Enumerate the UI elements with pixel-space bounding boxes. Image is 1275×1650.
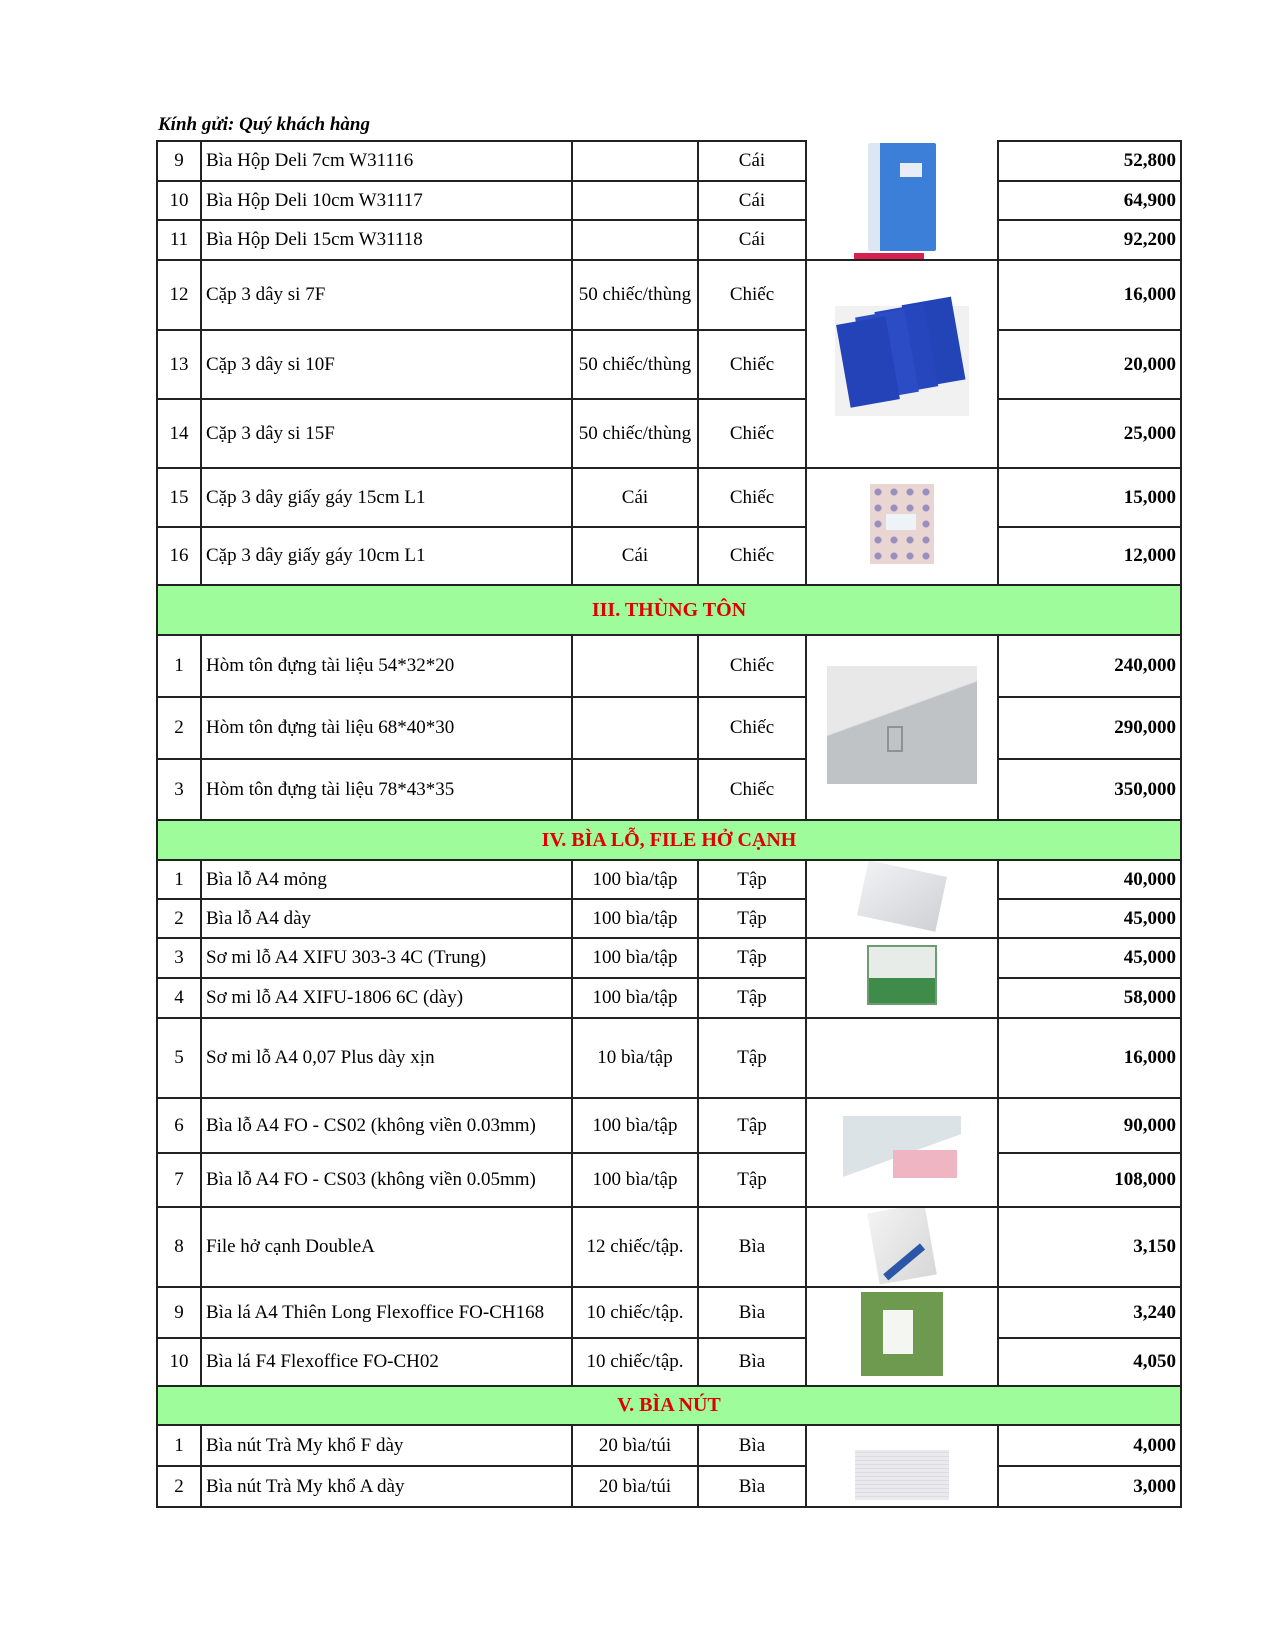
product-price: 45,000 [998, 938, 1181, 978]
product-name: Cặp 3 dây si 15F [201, 399, 572, 468]
product-name: Bìa nút Trà My khổ A dày [201, 1466, 572, 1507]
product-spec [572, 697, 698, 759]
product-spec [572, 635, 698, 697]
table-row [157, 468, 1181, 527]
row-number: 1 [157, 635, 201, 697]
product-name: Hòm tôn đựng tài liệu 68*40*30 [201, 697, 572, 759]
table-row [157, 978, 1181, 1018]
row-number: 2 [157, 899, 201, 938]
table-row [157, 1425, 1181, 1466]
product-price: 20,000 [998, 330, 1181, 399]
product-unit: Bìa [698, 1207, 806, 1287]
product-unit: Tập [698, 1153, 806, 1207]
product-spec: 12 chiếc/tập. [572, 1207, 698, 1287]
product-unit: Tập [698, 1018, 806, 1098]
product-unit: Cái [698, 181, 806, 220]
section-title: V. BÌA NÚT [157, 1386, 1181, 1425]
row-number: 8 [157, 1207, 201, 1287]
product-unit: Chiếc [698, 399, 806, 468]
table-row [157, 1098, 1181, 1153]
row-number: 13 [157, 330, 201, 399]
product-unit: Bìa [698, 1338, 806, 1386]
product-image-cell [806, 260, 998, 468]
row-number: 15 [157, 468, 201, 527]
product-price: 350,000 [998, 759, 1181, 820]
product-spec [572, 220, 698, 260]
row-number: 2 [157, 1466, 201, 1507]
row-number: 6 [157, 1098, 201, 1153]
row-number: 1 [157, 1425, 201, 1466]
product-spec: 100 bìa/tập [572, 978, 698, 1018]
product-spec: Cái [572, 527, 698, 585]
table-row [157, 1207, 1181, 1287]
product-name: Bìa lỗ A4 FO - CS03 (không viền 0.05mm) [201, 1153, 572, 1207]
product-price: 3,240 [998, 1287, 1181, 1338]
product-image-cell [806, 1018, 998, 1098]
product-unit: Cái [698, 220, 806, 260]
product-name: Cặp 3 dây si 10F [201, 330, 572, 399]
table-row [157, 635, 1181, 697]
product-image-cell [806, 635, 998, 820]
section-title: IV. BÌA LỖ, FILE HỞ CẠNH [157, 820, 1181, 860]
flexoffice-sheet-protector-image [843, 1116, 961, 1184]
doublea-clear-file-image [867, 1207, 937, 1284]
product-spec: 50 chiếc/thùng [572, 330, 698, 399]
product-price: 3,150 [998, 1207, 1181, 1287]
product-price: 4,050 [998, 1338, 1181, 1386]
product-unit: Chiếc [698, 527, 806, 585]
product-spec [572, 759, 698, 820]
row-number: 1 [157, 860, 201, 899]
product-spec: Cái [572, 468, 698, 527]
table-row [157, 899, 1181, 938]
product-unit: Chiếc [698, 635, 806, 697]
row-number: 7 [157, 1153, 201, 1207]
product-spec: 100 bìa/tập [572, 938, 698, 978]
product-unit: Cái [698, 141, 806, 181]
product-image-cell [806, 468, 998, 585]
product-name: Hòm tôn đựng tài liệu 78*43*35 [201, 759, 572, 820]
table-row [157, 860, 1181, 899]
table-row [157, 1466, 1181, 1507]
product-price: 16,000 [998, 1018, 1181, 1098]
product-spec: 10 bìa/tập [572, 1018, 698, 1098]
product-spec: 10 chiếc/tập. [572, 1338, 698, 1386]
product-spec: 100 bìa/tập [572, 899, 698, 938]
product-price: 3,000 [998, 1466, 1181, 1507]
pattern-folder-image [870, 484, 934, 564]
product-name: Cặp 3 dây si 7F [201, 260, 572, 330]
product-image-cell [806, 1207, 998, 1287]
table-row [157, 1287, 1181, 1338]
box-file-image [868, 143, 936, 251]
strap-folder-image [835, 306, 969, 416]
product-name: File hở cạnh DoubleA [201, 1207, 572, 1287]
product-price: 52,800 [998, 141, 1181, 181]
table-row [157, 1018, 1181, 1098]
row-number: 16 [157, 527, 201, 585]
product-image-cell [806, 1425, 998, 1507]
section-header-row [157, 1386, 1181, 1425]
row-number: 10 [157, 1338, 201, 1386]
sheet-protector-image [857, 860, 947, 931]
product-image-cell [806, 860, 998, 938]
product-spec: 20 bìa/túi [572, 1466, 698, 1507]
product-unit: Chiếc [698, 260, 806, 330]
product-price: 4,000 [998, 1425, 1181, 1466]
table-row [157, 527, 1181, 585]
product-name: Bìa lá A4 Thiên Long Flexoffice FO-CH168 [201, 1287, 572, 1338]
product-spec: 50 chiếc/thùng [572, 260, 698, 330]
metal-document-box-image [827, 666, 977, 784]
product-price: 16,000 [998, 260, 1181, 330]
product-spec: 100 bìa/tập [572, 1153, 698, 1207]
table-row [157, 399, 1181, 468]
table-row [157, 1153, 1181, 1207]
row-number: 11 [157, 220, 201, 260]
section-header-row [157, 585, 1181, 635]
table-row [157, 697, 1181, 759]
product-name: Bìa lỗ A4 dày [201, 899, 572, 938]
product-unit: Bìa [698, 1425, 806, 1466]
table-row [157, 330, 1181, 399]
product-unit: Chiếc [698, 468, 806, 527]
product-image-cell [806, 1098, 998, 1207]
product-price: 290,000 [998, 697, 1181, 759]
table-row [157, 181, 1181, 220]
row-number: 14 [157, 399, 201, 468]
product-name: Hòm tôn đựng tài liệu 54*32*20 [201, 635, 572, 697]
section-header-row [157, 820, 1181, 860]
product-image-cell [806, 141, 998, 260]
product-spec [572, 141, 698, 181]
product-price: 90,000 [998, 1098, 1181, 1153]
row-number: 10 [157, 181, 201, 220]
product-price: 64,900 [998, 181, 1181, 220]
product-name: Cặp 3 dây giấy gáy 10cm L1 [201, 527, 572, 585]
product-image-cell [806, 1287, 998, 1386]
product-name: Bìa lá F4 Flexoffice FO-CH02 [201, 1338, 572, 1386]
product-spec: 20 bìa/túi [572, 1425, 698, 1466]
product-spec: 10 chiếc/tập. [572, 1287, 698, 1338]
row-number: 3 [157, 938, 201, 978]
table-row [157, 1338, 1181, 1386]
table-row [157, 141, 1181, 181]
product-name: Bìa lỗ A4 mỏng [201, 860, 572, 899]
product-name: Bìa Hộp Deli 15cm W31118 [201, 220, 572, 260]
product-price: 58,000 [998, 978, 1181, 1018]
product-name: Cặp 3 dây giấy gáy 15cm L1 [201, 468, 572, 527]
row-number: 5 [157, 1018, 201, 1098]
product-name: Bìa Hộp Deli 10cm W31117 [201, 181, 572, 220]
product-image-cell [806, 938, 998, 1018]
product-unit: Bìa [698, 1466, 806, 1507]
product-price: 240,000 [998, 635, 1181, 697]
product-price: 15,000 [998, 468, 1181, 527]
section-title: III. THÙNG TÔN [157, 585, 1181, 635]
product-unit: Tập [698, 978, 806, 1018]
row-number: 9 [157, 141, 201, 181]
product-spec [572, 181, 698, 220]
price-list-table [156, 140, 1182, 1508]
product-name: Sơ mi lỗ A4 XIFU-1806 6C (dày) [201, 978, 572, 1018]
button-envelope-image [855, 1450, 949, 1500]
product-spec: 50 chiếc/thùng [572, 399, 698, 468]
product-price: 108,000 [998, 1153, 1181, 1207]
product-name: Bìa lỗ A4 FO - CS02 (không viền 0.03mm) [201, 1098, 572, 1153]
product-name: Sơ mi lỗ A4 XIFU 303-3 4C (Trung) [201, 938, 572, 978]
row-number: 3 [157, 759, 201, 820]
product-price: 92,200 [998, 220, 1181, 260]
product-price: 12,000 [998, 527, 1181, 585]
flexoffice-folder-image [861, 1292, 943, 1376]
table-row [157, 938, 1181, 978]
product-unit: Chiếc [698, 759, 806, 820]
product-price: 25,000 [998, 399, 1181, 468]
product-unit: Chiếc [698, 697, 806, 759]
product-name: Bìa nút Trà My khổ F dày [201, 1425, 572, 1466]
product-unit: Tập [698, 860, 806, 899]
product-unit: Chiếc [698, 330, 806, 399]
product-name: Sơ mi lỗ A4 0,07 Plus dày xịn [201, 1018, 572, 1098]
xifu-sheet-pack-image [867, 945, 937, 1005]
row-number: 12 [157, 260, 201, 330]
product-unit: Tập [698, 1098, 806, 1153]
table-row [157, 759, 1181, 820]
product-unit: Bìa [698, 1287, 806, 1338]
table-row [157, 260, 1181, 330]
product-spec: 100 bìa/tập [572, 860, 698, 899]
product-unit: Tập [698, 899, 806, 938]
product-unit: Tập [698, 938, 806, 978]
product-price: 40,000 [998, 860, 1181, 899]
greeting-line: Kính gửi: Quý khách hàng [158, 114, 370, 135]
row-number: 9 [157, 1287, 201, 1338]
row-number: 4 [157, 978, 201, 1018]
product-price: 45,000 [998, 899, 1181, 938]
table-row [157, 220, 1181, 260]
product-name: Bìa Hộp Deli 7cm W31116 [201, 141, 572, 181]
row-number: 2 [157, 697, 201, 759]
product-spec: 100 bìa/tập [572, 1098, 698, 1153]
